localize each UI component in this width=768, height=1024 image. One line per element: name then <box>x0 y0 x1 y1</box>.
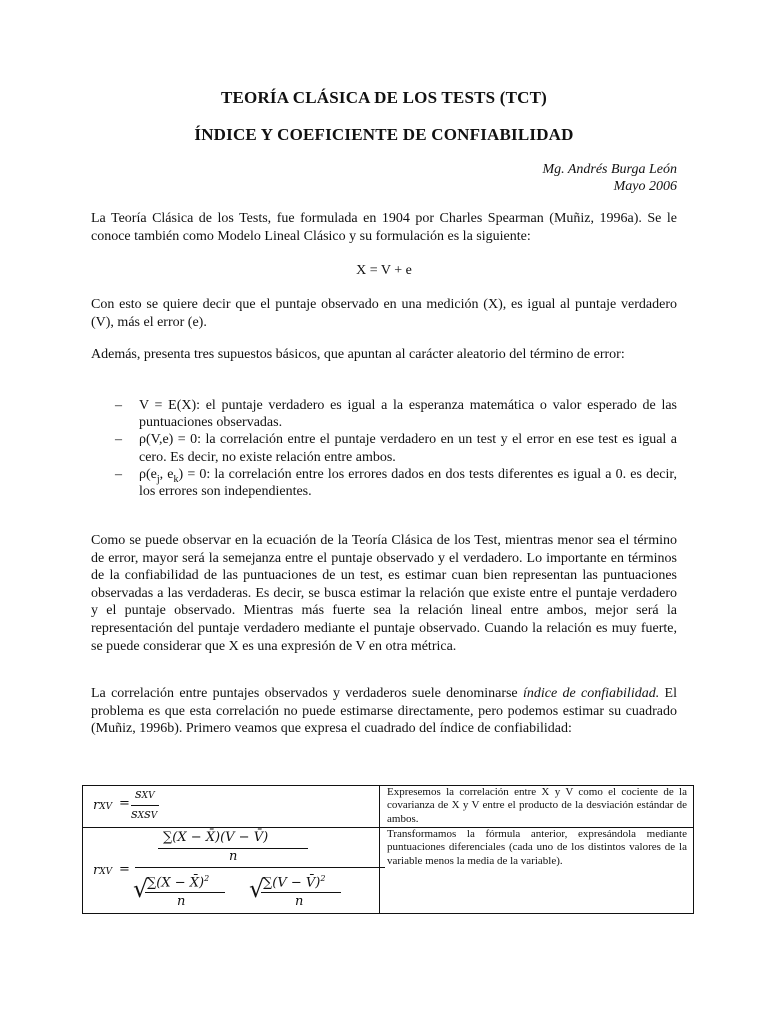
formula-equals-2: = <box>119 862 130 877</box>
denominator-n-2: n <box>295 894 304 909</box>
document-date: Mayo 2006 <box>613 179 677 194</box>
main-equation: X = V + e <box>356 263 412 278</box>
formula-table <box>82 785 694 914</box>
assumption-3-part-b: , e <box>159 466 174 482</box>
paragraph-intro: La Teoría Clásica de los Tests, fue formulada en 1904 por Charles Spearman (Muñiz, 1996a). Se le conoce también como Modelo Lineal Clásico y su formulación es la siguiente: <box>91 211 677 244</box>
formula-lhs-2: rXV <box>93 863 113 878</box>
paragraph-definition: Con esto se quiere decir que el puntaje observado en una medición (X), es igual al puntaje verdadero (V), más el error (e). <box>91 297 677 330</box>
list-item <box>91 397 677 431</box>
assumption-3-part-c: ) = 0: la correlación entre los errores dados en dos tests diferentes es igual a 0. es decir, los errores son independientes. <box>139 466 678 500</box>
document-subtitle: ÍNDICE Y COEFICIENTE DE CONFIABILIDAD <box>194 125 574 144</box>
sqrt-bar-2 <box>261 892 341 893</box>
formula-equals: = <box>119 796 130 811</box>
assumption-3-part-a: ρ(e <box>139 466 157 482</box>
bullet-dash: – <box>115 432 122 448</box>
paragraph-assumptions: Además, presenta tres supuestos básicos, que apuntan al carácter aleatorio del término de error: <box>91 347 625 362</box>
paragraph-reliability-index <box>91 685 677 738</box>
sqrt-sign-2: √ <box>249 875 265 903</box>
formula-numerator: sXV <box>135 787 155 802</box>
numerator-n: n <box>229 849 238 864</box>
bullet-dash: – <box>115 398 122 413</box>
formula-cell-1 <box>83 786 380 828</box>
assumptions-list <box>91 397 677 500</box>
formula-cell-2 <box>83 828 380 914</box>
formula-lhs: rXV <box>93 798 113 813</box>
p5-text-a: La correlación entre puntajes observados y verdaderos suele denominarse <box>91 686 523 701</box>
p5-text-b: El problema es que esta correlación no puede estimarse directamente, pero podemos estimar su cuadrado (Muñiz, 1996b). Primero veamos que expresa el cuadrado del índice de confiabilidad: <box>91 686 677 737</box>
list-item <box>91 431 677 465</box>
explanation-cell-2: Transformamos la fórmula anterior, expresándola mediante puntuaciones diferenciales (cada uno de los distintos valores de la variable menos la media de la variable). <box>380 828 694 914</box>
paragraph-discussion: Como se puede observar en la ecuación de la Teoría Clásica de los Test, mientras menor sea el término de error, mayor será la semejanza entre el puntaje observado y el verdadero. Lo importante en términos de la confiabilidad de las puntuaciones de un test, es estimar cuan bien representan las puntuaciones observadas a las verdaderas. Es decir, se busca estimar la relación que existe entre el puntaje verdadero y el puntaje observado. Mientras más fuerte sea la relación lineal entre ambos, mejor será la representación del puntaje verdadero mediante el puntaje observado. Cuando la relación es muy fuerte, se puede considerar que X es una expresión de V en otra métrica. <box>91 533 677 654</box>
main-fraction-bar <box>135 867 385 868</box>
denominator-n-1: n <box>177 894 186 909</box>
document-title: TEORÍA CLÁSICA DE LOS TESTS (TCT) <box>220 88 548 107</box>
assumption-2-text: ρ(V,e) = 0: la correlación entre el puntaje verdadero en un test y el error en ese test es igual a cero. Es decir, no existe relación entre ambos. <box>139 432 677 465</box>
explanation-cell-1: Expresemos la correlación entre X y V como el cociente de la covarianza de X y V entre el producto de la desviación estándar de ambos. <box>380 786 694 828</box>
sqrt-bar-1 <box>145 892 225 893</box>
subscript-j: j <box>156 473 160 485</box>
p5-emphasis: índice de confiabilidad. <box>522 686 660 701</box>
denominator-sum-x: ∑(X − X̄)$^2$ <box>147 874 210 891</box>
assumption-3-text <box>139 467 677 499</box>
assumption-1-text: V = E(X): el puntaje verdadero es igual a la esperanza matemática o valor esperado de las puntuaciones observadas. <box>139 398 677 431</box>
author-name: Mg. Andrés Burga León <box>542 162 677 177</box>
formula-denominator: sXsV <box>131 807 158 822</box>
subscript-k: k <box>173 473 179 485</box>
sqrt-sign-1: √ <box>133 875 149 903</box>
bullet-dash: – <box>115 466 122 482</box>
fraction-bar <box>131 805 159 806</box>
denominator-sum-v: ∑(V − V̄)$^2$ <box>263 874 326 891</box>
deviation-numerator: ∑(X − X̄)(V − V̄) <box>163 830 269 845</box>
list-item <box>91 466 677 500</box>
